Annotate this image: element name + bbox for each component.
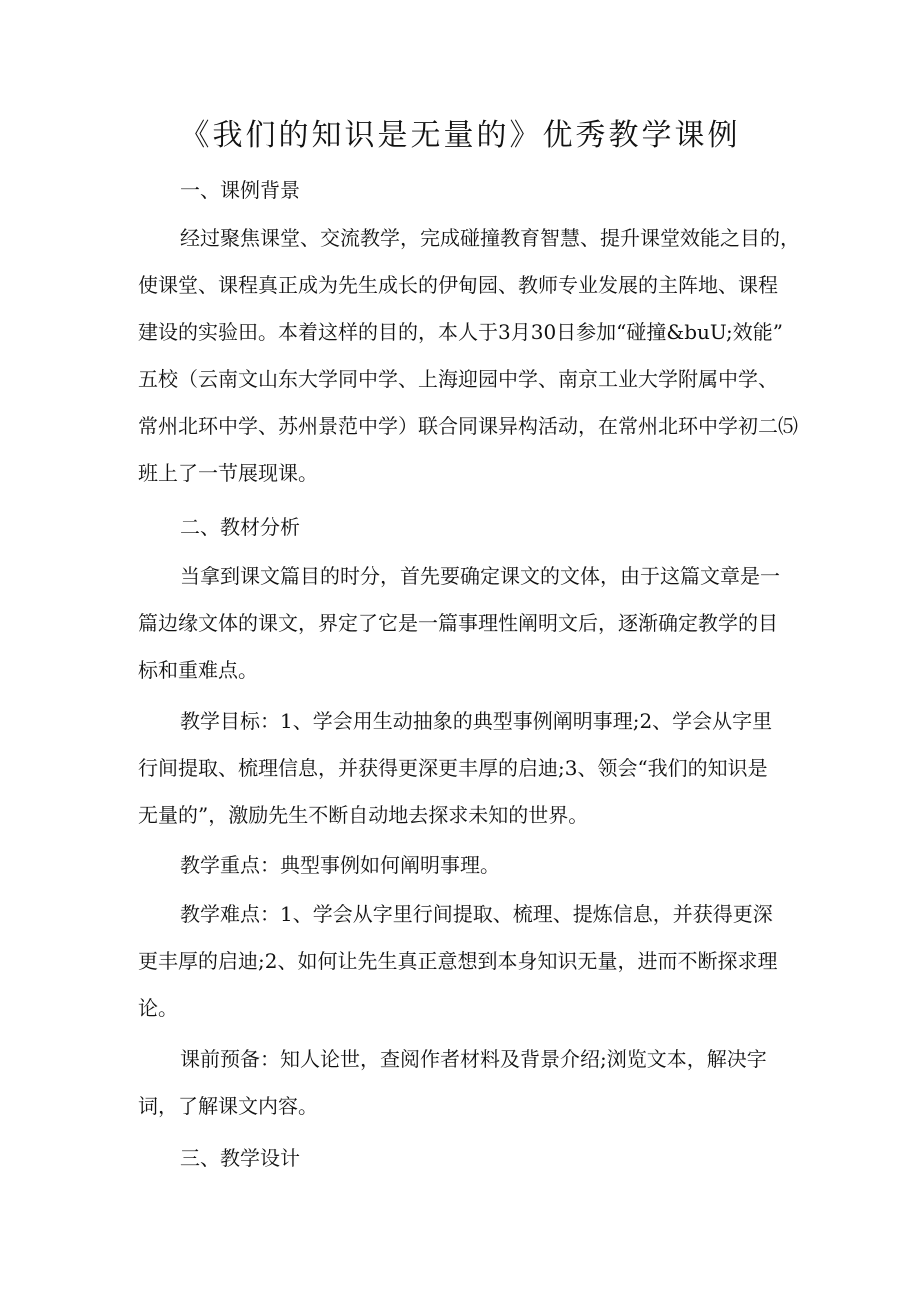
paragraph-line: 当拿到课文篇目的时分，首先要确定课文的文体，由于这篇文章是一 bbox=[180, 564, 780, 588]
paragraph-line: 更丰厚的启迪;2、如何让先生真正意想到本身知识无量，进而不断探求理 bbox=[138, 949, 778, 973]
section-heading-design: 三、教学设计 bbox=[180, 1146, 300, 1170]
paragraph-line: 教学重点：典型事例如何阐明事理。 bbox=[180, 853, 500, 877]
paragraph-line: 论。 bbox=[138, 996, 178, 1020]
section-heading-background: 一、课例背景 bbox=[180, 178, 300, 202]
paragraph-line: 标和重难点。 bbox=[138, 658, 258, 682]
paragraph-line: 词，了解课文内容。 bbox=[138, 1094, 318, 1118]
paragraph-line: 五校（云南文山东大学同中学、上海迎园中学、南京工业大学附属中学、 bbox=[138, 367, 778, 391]
paragraph-line: 教学目标：1、学会用生动抽象的典型事例阐明事理;2、学会从字里 bbox=[180, 709, 773, 733]
paragraph-line: 使课堂、课程真正成为先生成长的伊甸园、教师专业发展的主阵地、课程 bbox=[138, 273, 778, 297]
paragraph-line: 经过聚焦课堂、交流教学，完成碰撞教育智慧、提升课堂效能之目的， bbox=[180, 226, 800, 250]
paragraph-line: 教学难点：1、学会从字里行间提取、梳理、提炼信息，并获得更深 bbox=[180, 902, 773, 926]
paragraph-line: 行间提取、梳理信息，并获得更深更丰厚的启迪;3、领会“我们的知识是 bbox=[138, 756, 768, 780]
paragraph-line: 无量的”，激励先生不断自动地去探求未知的世界。 bbox=[138, 803, 589, 827]
paragraph-line: 常州北环中学、苏州景范中学）联合同课异构活动，在常州北环中学初二⑸ bbox=[138, 414, 798, 438]
section-heading-analysis: 二、教材分析 bbox=[180, 515, 300, 539]
paragraph-line: 课前预备：知人论世，查阅作者材料及背景介绍;浏览文本，解决字 bbox=[180, 1047, 767, 1071]
paragraph-line: 班上了一节展现课。 bbox=[138, 461, 318, 485]
paragraph-line: 建设的实验田。本着这样的目的，本人于3月30日参加“碰撞&buU;效能” bbox=[138, 320, 783, 344]
document-title: 《我们的知识是无量的》优秀教学课例 bbox=[179, 118, 741, 153]
paragraph-line: 篇边缘文体的课文，界定了它是一篇事理性阐明文后，逐渐确定教学的目 bbox=[138, 611, 778, 635]
